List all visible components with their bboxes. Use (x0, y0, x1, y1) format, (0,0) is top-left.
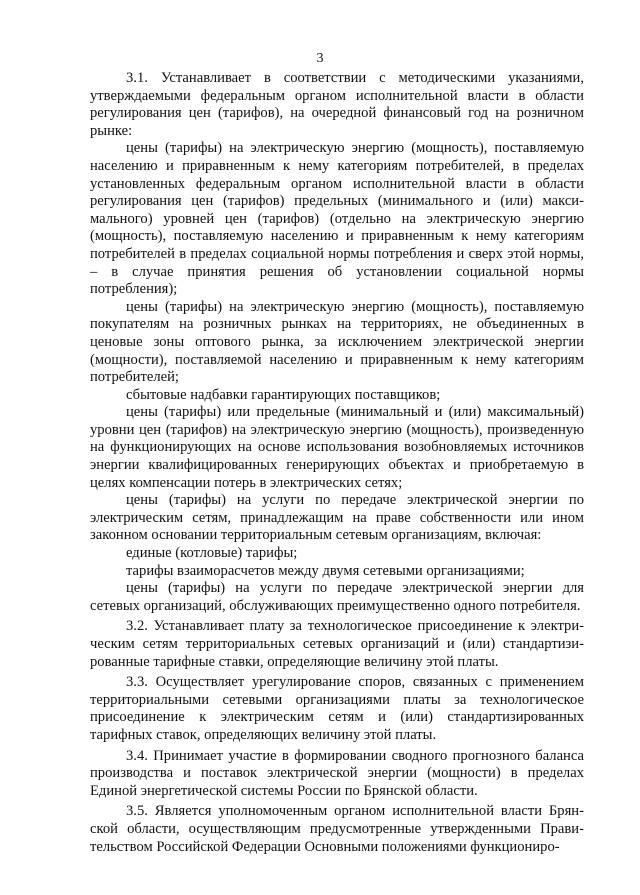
paragraph-sales-markups: сбытовые надбавки гарантирующих поставщиков; (126, 386, 441, 403)
paragraph-3-1-intro: 3.1. Устанавливает в соответствии с методическими указаниями, утверждаемыми федеральным органом исполнительной власти в области регулирования цен (тарифов), на очередной финансовый год на розничном рынке: (90, 70, 584, 139)
page-number: 3 (316, 51, 324, 66)
paragraph-unified-tariffs: единые (котловые) тарифы; (126, 545, 298, 562)
paragraph-3-2: 3.2. Устанавливает плату за технологическое присоединение к электрическим сетям территориальных сетевых организаций и (или) стандартизированные тарифные ставки, определяющие величину этой платы. (90, 618, 584, 670)
paragraph-transmission-tariffs: цены (тарифы) на услуги по передаче электрической энергии по электрическим сетям, принадлежащим на праве собственности или ином законном основании территориальным сетевым организациям, включая: (90, 492, 584, 544)
paragraph-mutual-settlement-tariffs: тарифы взаиморасчетов между двумя сетевыми организациями; (126, 562, 525, 579)
paragraph-non-zone-tariffs: цены (тарифы) на электрическую энергию (мощность), поставляемую покупателям на розничных рынках на территориях, не объединенных в ценовые зоны оптового рынка, за исключением электрической энергии (мощности), поставляемой населению и приравненным к нему категориям потребителей; (90, 298, 584, 386)
document-body (90, 70, 584, 856)
paragraph-single-consumer-tariffs: цены (тарифы) на услуги по передаче электрической энергии для сетевых организаций, обслуживающих преимущественно одного потребителя. (90, 580, 584, 614)
paragraph-3-4: 3.4. Принимает участие в формировании сводного прогнозного баланса производства и поставок электрической энергии (мощности) в пределах Единой энергетической системы России по Брянской области. (90, 747, 584, 799)
paragraph-household-tariffs: цены (тарифы) на электрическую энергию (мощность), поставляемую населению и приравненным к нему категориям потребителей, в пределах установленных федеральным органом исполнительной власти в области регулирования цен (тарифов) предельных (минимального и (или) максимального) уровней цен (тарифов) (отдельно на электрическую энергию (мощность), поставляемую населению и приравненным к нему категориям потребителей в пределах социальной нормы потребления и сверх этой нормы, – в случае принятия решения об установлении социальной нормы потребления); (90, 140, 584, 298)
paragraph-renewable-tariffs: цены (тарифы) или предельные (минимальный и (или) максимальный) уровни цен (тарифов) на электрическую энергию (мощность), произведенную на функционирующих на основе использования возобновляемых источников энергии квалифицированных генерирующих объектах и приобретаемую в целях компенсации потерь в электрических сетях; (90, 404, 584, 491)
paragraph-3-5: 3.5. Является уполномоченным органом исполнительной власти Брянской области, осуществляющим предусмотренные утвержденными Правительством Российской Федерации Основными положениями функциониро- (90, 803, 584, 855)
paragraph-3-3: 3.3. Осуществляет урегулирование споров, связанных с применением территориальными сетевыми организациями платы за технологическое присоединение к электрическим сетям и (или) стандартизированных тарифных ставок, определяющих величину этой платы. (90, 674, 584, 743)
